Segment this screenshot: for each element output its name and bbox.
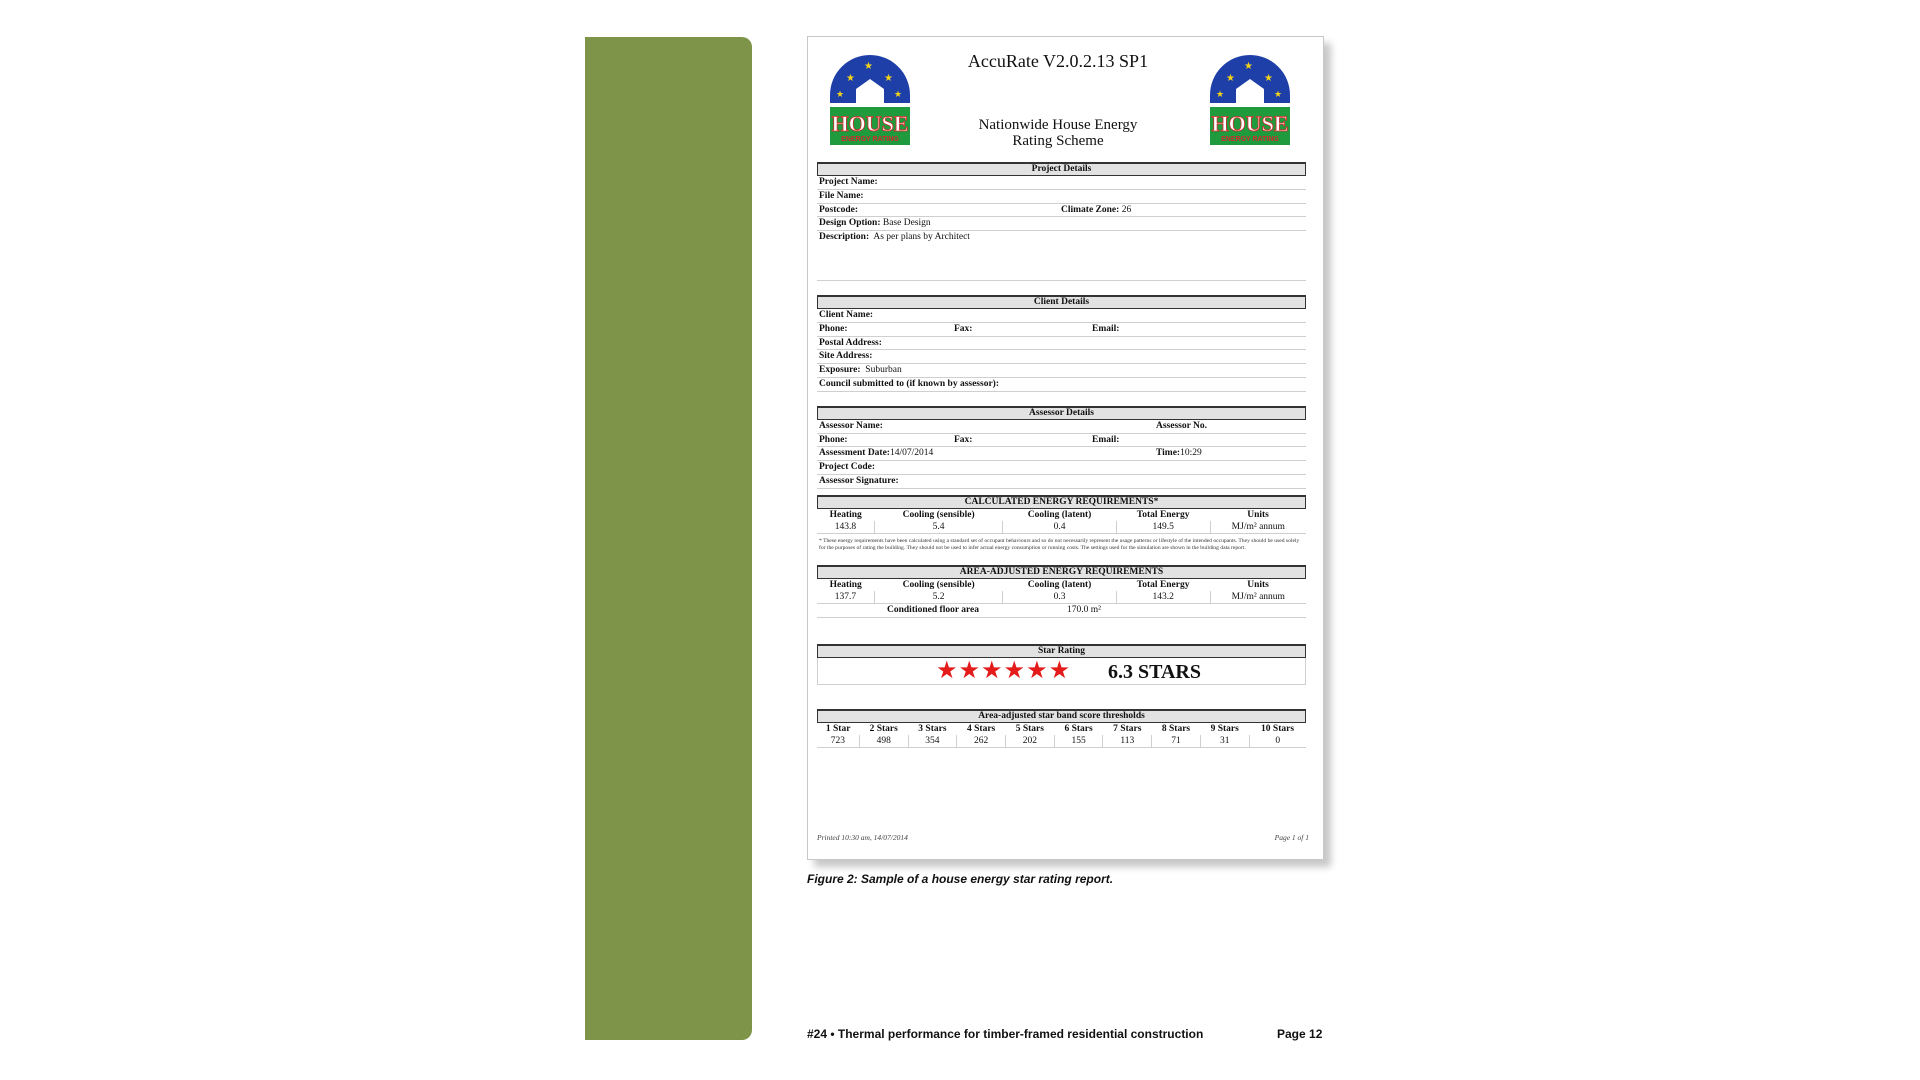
printed-timestamp: Printed 10:30 am, 14/07/2014: [817, 833, 908, 842]
postal-address-label: Postal Address:: [819, 337, 882, 348]
star-rating-heading: Star Rating: [817, 644, 1306, 658]
postcode-label: Postcode:: [819, 204, 859, 215]
table-cell: 113: [1103, 735, 1152, 748]
table-cell: 143.8: [817, 521, 874, 534]
thresholds-table: [817, 723, 1306, 748]
column-header: Cooling (sensible): [902, 579, 975, 590]
description-space: [817, 244, 1306, 281]
logo-text-sub: ENERGY RATING: [1221, 136, 1279, 143]
site-address-row: [817, 350, 1306, 364]
star-rating-stars: ★★★★★★: [936, 657, 1072, 684]
logo-text-main: HOUSE: [831, 111, 909, 136]
area-adjusted-table: [817, 579, 1306, 604]
column-header: 4 Stars: [967, 723, 996, 734]
client-email-label: Email:: [1092, 323, 1120, 334]
climate-zone: [1061, 204, 1131, 217]
column-header: 6 Stars: [1064, 723, 1093, 734]
table-row: [817, 521, 1306, 534]
svg-text:★: ★: [864, 61, 873, 72]
scheme-line-1: Nationwide House Energy: [978, 117, 1138, 133]
climate-zone-label: Climate Zone:: [1061, 204, 1120, 215]
table-cell: 5.2: [874, 591, 1002, 604]
table-cell: 0: [1249, 735, 1306, 748]
description-row: [817, 231, 1306, 244]
climate-zone-value: 26: [1121, 204, 1132, 215]
column-header: Cooling (latent): [1027, 509, 1092, 520]
table-header-row: [817, 723, 1306, 735]
assessor-details-heading: Assessor Details: [817, 406, 1306, 420]
design-option-label: Design Option:: [819, 218, 881, 229]
project-code-row: [817, 461, 1306, 475]
table-cell: MJ/m² annum: [1210, 521, 1306, 534]
council-row: [817, 378, 1306, 392]
project-details-heading: Project Details: [817, 162, 1306, 176]
column-header: Units: [1247, 579, 1269, 590]
assessor-signature-label: Assessor Signature:: [819, 475, 899, 486]
column-header: 3 Stars: [918, 723, 947, 734]
table-cell: 5.4: [874, 521, 1002, 534]
column-header: Cooling (latent): [1027, 579, 1092, 590]
star-rating-box: [817, 658, 1306, 685]
svg-text:★: ★: [1274, 89, 1283, 99]
column-header: Units: [1247, 509, 1269, 520]
table-cell: 137.7: [817, 591, 874, 604]
project-code-label: Project Code:: [819, 462, 876, 473]
design-option-value: Base Design: [882, 218, 931, 229]
client-fax-label: Fax:: [954, 323, 973, 334]
report-content: [817, 162, 1306, 748]
table-header-row: [817, 509, 1306, 521]
column-header: Cooling (sensible): [902, 509, 975, 520]
column-header: 8 Stars: [1161, 723, 1191, 734]
floor-area-row: [817, 604, 1306, 618]
column-header: 1 Star: [825, 723, 851, 734]
calculated-energy-heading: CALCULATED ENERGY REQUIREMENTS*: [817, 495, 1306, 509]
assessment-date-value: 14/07/2014: [889, 448, 934, 459]
table-row: [817, 735, 1306, 748]
table-cell: 202: [1005, 735, 1054, 748]
project-name-label: Project Name:: [819, 177, 878, 187]
client-name-label: Client Name:: [819, 309, 874, 320]
house-energy-rating-logo: [1208, 51, 1292, 147]
document-footer-title: #24 • Thermal performance for timber-framed residential construction: [807, 1027, 1204, 1041]
table-cell: 143.2: [1116, 591, 1210, 604]
column-header: Heating: [829, 509, 862, 520]
table-row: [817, 591, 1306, 604]
column-header: 9 Stars: [1210, 723, 1239, 734]
description-label: Description:: [819, 232, 870, 243]
table-cell: 354: [908, 735, 957, 748]
assessor-name-label: Assessor Name:: [819, 420, 883, 431]
assessor-fax-label: Fax:: [954, 434, 973, 445]
table-cell: MJ/m² annum: [1210, 591, 1306, 604]
postal-address-row: [817, 337, 1306, 351]
exposure-label: Exposure:: [819, 365, 861, 376]
scheme-title: [913, 117, 1203, 149]
column-header: 5 Stars: [1015, 723, 1044, 734]
column-header: Total Energy: [1136, 509, 1190, 520]
assessor-phone-label: Phone:: [819, 434, 848, 445]
assessor-name-row: [817, 420, 1306, 434]
assessment-time-label: Time:: [1156, 448, 1181, 459]
table-cell: 149.5: [1116, 521, 1210, 534]
svg-text:★: ★: [1264, 73, 1273, 84]
svg-text:★: ★: [884, 73, 893, 84]
page-number: Page 12: [1277, 1027, 1323, 1041]
exposure-value: Suburban: [865, 365, 902, 376]
star-rating-value: 6.3 STARS: [1108, 660, 1201, 683]
figure-caption: Figure 2: Sample of a house energy star rating report.: [807, 872, 1114, 886]
client-name-row: [817, 309, 1306, 323]
client-phone-label: Phone:: [819, 323, 848, 334]
svg-text:★: ★: [894, 89, 903, 99]
assessor-contact-row: [817, 434, 1306, 448]
svg-text:★: ★: [1244, 61, 1253, 72]
svg-text:★: ★: [1216, 89, 1225, 99]
table-cell: 0.3: [1003, 591, 1116, 604]
assessor-signature-row: [817, 475, 1306, 489]
table-cell: 262: [957, 735, 1006, 748]
assessment-date-row: [817, 447, 1306, 461]
calculation-footnote: * These energy requirements have been calculated using a standard set of occupant behaviours and so do not necessarily represent the usage patterns or lifestyle of the intended occupants. They should be used solely for the purposes of rating the building. They should not be used to infer actual energy consumption or running costs. The settings used for the simulation are shown in the building data report.: [819, 537, 1300, 551]
svg-text:★: ★: [846, 73, 855, 84]
svg-text:★: ★: [836, 89, 845, 99]
assessor-no-label: Assessor No.: [1156, 420, 1208, 431]
column-header: 2 Stars: [869, 723, 898, 734]
scheme-line-2: Rating Scheme: [1012, 133, 1104, 149]
table-cell: 723: [817, 735, 859, 748]
client-details-heading: Client Details: [817, 295, 1306, 309]
table-cell: 155: [1054, 735, 1103, 748]
design-option-row: [817, 217, 1306, 231]
column-header: Total Energy: [1136, 579, 1190, 590]
software-title: AccuRate V2.0.2.13 SP1: [967, 51, 1149, 71]
table-cell: 71: [1152, 735, 1201, 748]
file-name-label: File Name:: [819, 190, 864, 201]
postcode-row: [817, 204, 1306, 218]
table-cell: 31: [1200, 735, 1249, 748]
client-contact-row: [817, 323, 1306, 337]
house-energy-rating-logo: [828, 51, 912, 147]
table-header-row: [817, 579, 1306, 591]
svg-text:★: ★: [1226, 73, 1235, 84]
description-value: As per plans by Architect: [873, 232, 970, 243]
table-cell: 498: [859, 735, 908, 748]
column-header: Heating: [829, 579, 862, 590]
area-adjusted-heading: AREA-ADJUSTED ENERGY REQUIREMENTS: [817, 565, 1306, 579]
column-header: 7 Stars: [1113, 723, 1142, 734]
assessment-time-value: 10:29: [1180, 448, 1202, 459]
calculated-energy-table: [817, 509, 1306, 534]
council-label: Council submitted to (if known by assessor):: [819, 378, 999, 389]
assessment-date-label: Assessment Date:: [819, 448, 890, 459]
assessor-email-label: Email:: [1092, 434, 1120, 445]
site-address-label: Site Address:: [819, 351, 873, 362]
energy-report-sample: [807, 36, 1324, 860]
exposure-row: [817, 364, 1306, 378]
thresholds-heading: Area-adjusted star band score thresholds: [817, 709, 1306, 723]
column-header: 10 Stars: [1261, 723, 1295, 734]
table-cell: 0.4: [1003, 521, 1116, 534]
sidebar-panel: [585, 37, 752, 1040]
logo-text-main: HOUSE: [1211, 111, 1289, 136]
logo-text-sub: ENERGY RATING: [841, 136, 899, 143]
report-page-number: Page 1 of 1: [1274, 833, 1309, 842]
file-name-row: [817, 190, 1306, 204]
project-name-row: [817, 176, 1306, 190]
floor-area-value: 170.0 m²: [1067, 604, 1101, 615]
assessment-time: [1156, 447, 1202, 460]
floor-area-label: Conditioned floor area: [887, 604, 980, 615]
